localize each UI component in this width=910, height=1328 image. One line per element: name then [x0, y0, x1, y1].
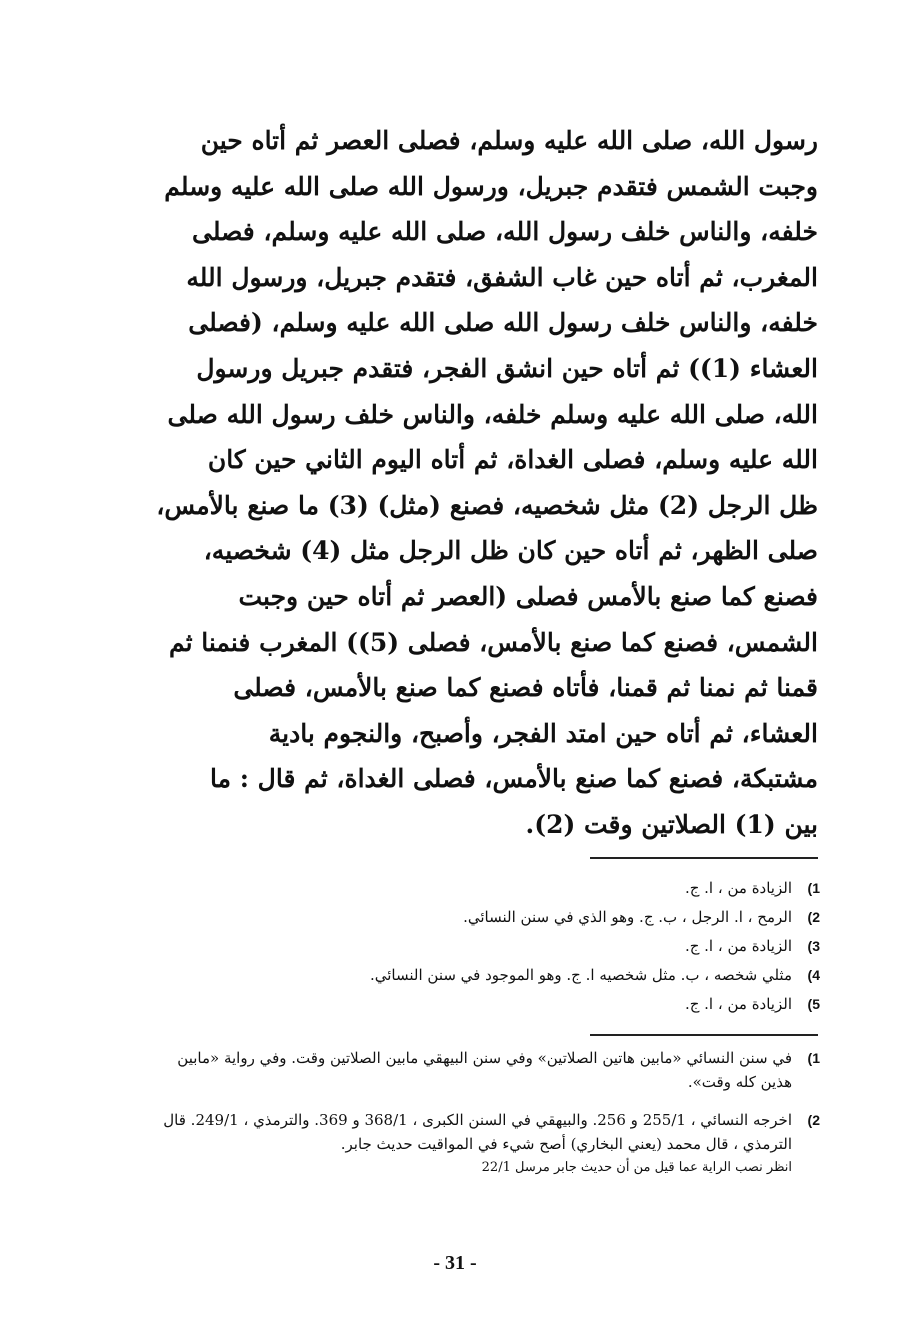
footnote-line: الترمذي ، قال محمد (يعني البخاري) أصح شيء في المواقيت حديث جابر. — [340, 1135, 792, 1153]
footnote-number: (3 — [807, 938, 820, 954]
footnote-number: (2 — [807, 909, 820, 925]
footnote-text: مثلي شخصه ، ب. مثل شخصيه ا. ج. وهو الموجود في سنن النسائي. — [369, 966, 792, 984]
text-line: قمنا ثم نمنا ثم قمنا، فأتاه فصنع كما صنع بالأمس، فصلى — [233, 673, 818, 703]
footnote-number: (4 — [807, 967, 820, 983]
footnote-text: الرمح ، ا. الرجل ، ب. ج. وهو الذي في سنن النسائي. — [463, 908, 792, 926]
footnote-item — [163, 1108, 820, 1180]
footnote-item — [290, 874, 820, 903]
footnote-number: (5 — [807, 996, 820, 1012]
footnote-number: (1 — [807, 880, 820, 896]
text-line: الله عليه وسلم، فصلى الغداة، ثم أتاه اليوم الثاني حين كان — [207, 445, 818, 475]
text-line: رسول الله، صلى الله عليه وسلم، فصلى العصر ثم أتاه حين — [200, 126, 818, 155]
footnote-line: انظر نصب الراية عما قيل من أن حديث جابر مرسل 22/1 — [481, 1160, 792, 1175]
variant-footnotes — [290, 874, 820, 1019]
text-line: خلفه، والناس خلف رسول الله، صلى الله عليه وسلم، فصلى — [192, 217, 818, 247]
text-line: الله، صلى الله عليه وسلم خلفه، والناس خلف رسول الله صلى — [167, 399, 818, 429]
footnote-text — [177, 1046, 792, 1094]
text-line: ظل الرجل (2) مثل شخصيه، فصنع (مثل) (3) ما صنع بالأمس، — [156, 490, 818, 520]
source-footnotes — [163, 1046, 820, 1194]
text-line: بين (1) الصلاتين وقت (2). — [525, 809, 818, 839]
text-line: وجبت الشمس فتقدم جبريل، ورسول الله صلى الله عليه وسلم — [164, 171, 818, 201]
text-line: مشتبكة، فصنع كما صنع بالأمس، فصلى الغداة، ثم قال : ما — [210, 764, 818, 794]
footnote-text — [163, 1108, 792, 1180]
footnote-item — [177, 1046, 820, 1094]
footnote-item — [290, 903, 820, 932]
footnote-text: الزيادة من ، ا. ج. — [684, 879, 792, 897]
footnote-item — [290, 932, 820, 961]
footnote-line: في سنن النسائي «مابين هاتين الصلاتين» وفي سنن البيهقي مابين الصلاتين وقت. وفي رواية «مابين — [177, 1049, 792, 1067]
footnote-separator — [590, 857, 818, 859]
footnote-separator — [590, 1034, 818, 1036]
footnote-line: هذين كله وقت». — [687, 1073, 792, 1091]
footnote-text: الزيادة من ، ا. ج. — [684, 937, 792, 955]
text-line: العشاء (1)) ثم أتاه حين انشق الفجر، فتقدم جبريل ورسول — [196, 353, 818, 383]
text-line: العشاء، ثم أتاه حين امتد الفجر، وأصبح، والنجوم بادية — [268, 718, 818, 748]
footnote-item — [290, 961, 820, 990]
footnote-number: (2 — [807, 1112, 820, 1128]
main-text — [156, 118, 818, 848]
text-line: صلى الظهر، ثم أتاه حين كان ظل الرجل مثل (4) شخصيه، — [203, 536, 818, 566]
footnote-line: اخرجه النسائي ، 255/1 و 256. والبيهقي في السنن الكبرى ، 368/1 و 369. والترمذي ، 249/1. قال — [163, 1111, 792, 1129]
footnote-item — [290, 990, 820, 1019]
footnote-number: (1 — [807, 1050, 820, 1066]
text-line: الشمس، فصنع كما صنع بالأمس، فصلى (5)) المغرب فنمنا ثم — [168, 627, 818, 657]
page-number: - 31 - — [433, 1252, 477, 1274]
text-line: فصنع كما صنع بالأمس فصلى (العصر ثم أتاه حين وجبت — [238, 581, 818, 611]
footnote-text: الزيادة من ، ا. ج. — [684, 995, 792, 1013]
text-line: المغرب، ثم أتاه حين غاب الشفق، فتقدم جبريل، ورسول الله — [186, 262, 818, 292]
text-line: خلفه، والناس خلف رسول الله صلى الله عليه وسلم، (فصلى — [188, 308, 818, 338]
